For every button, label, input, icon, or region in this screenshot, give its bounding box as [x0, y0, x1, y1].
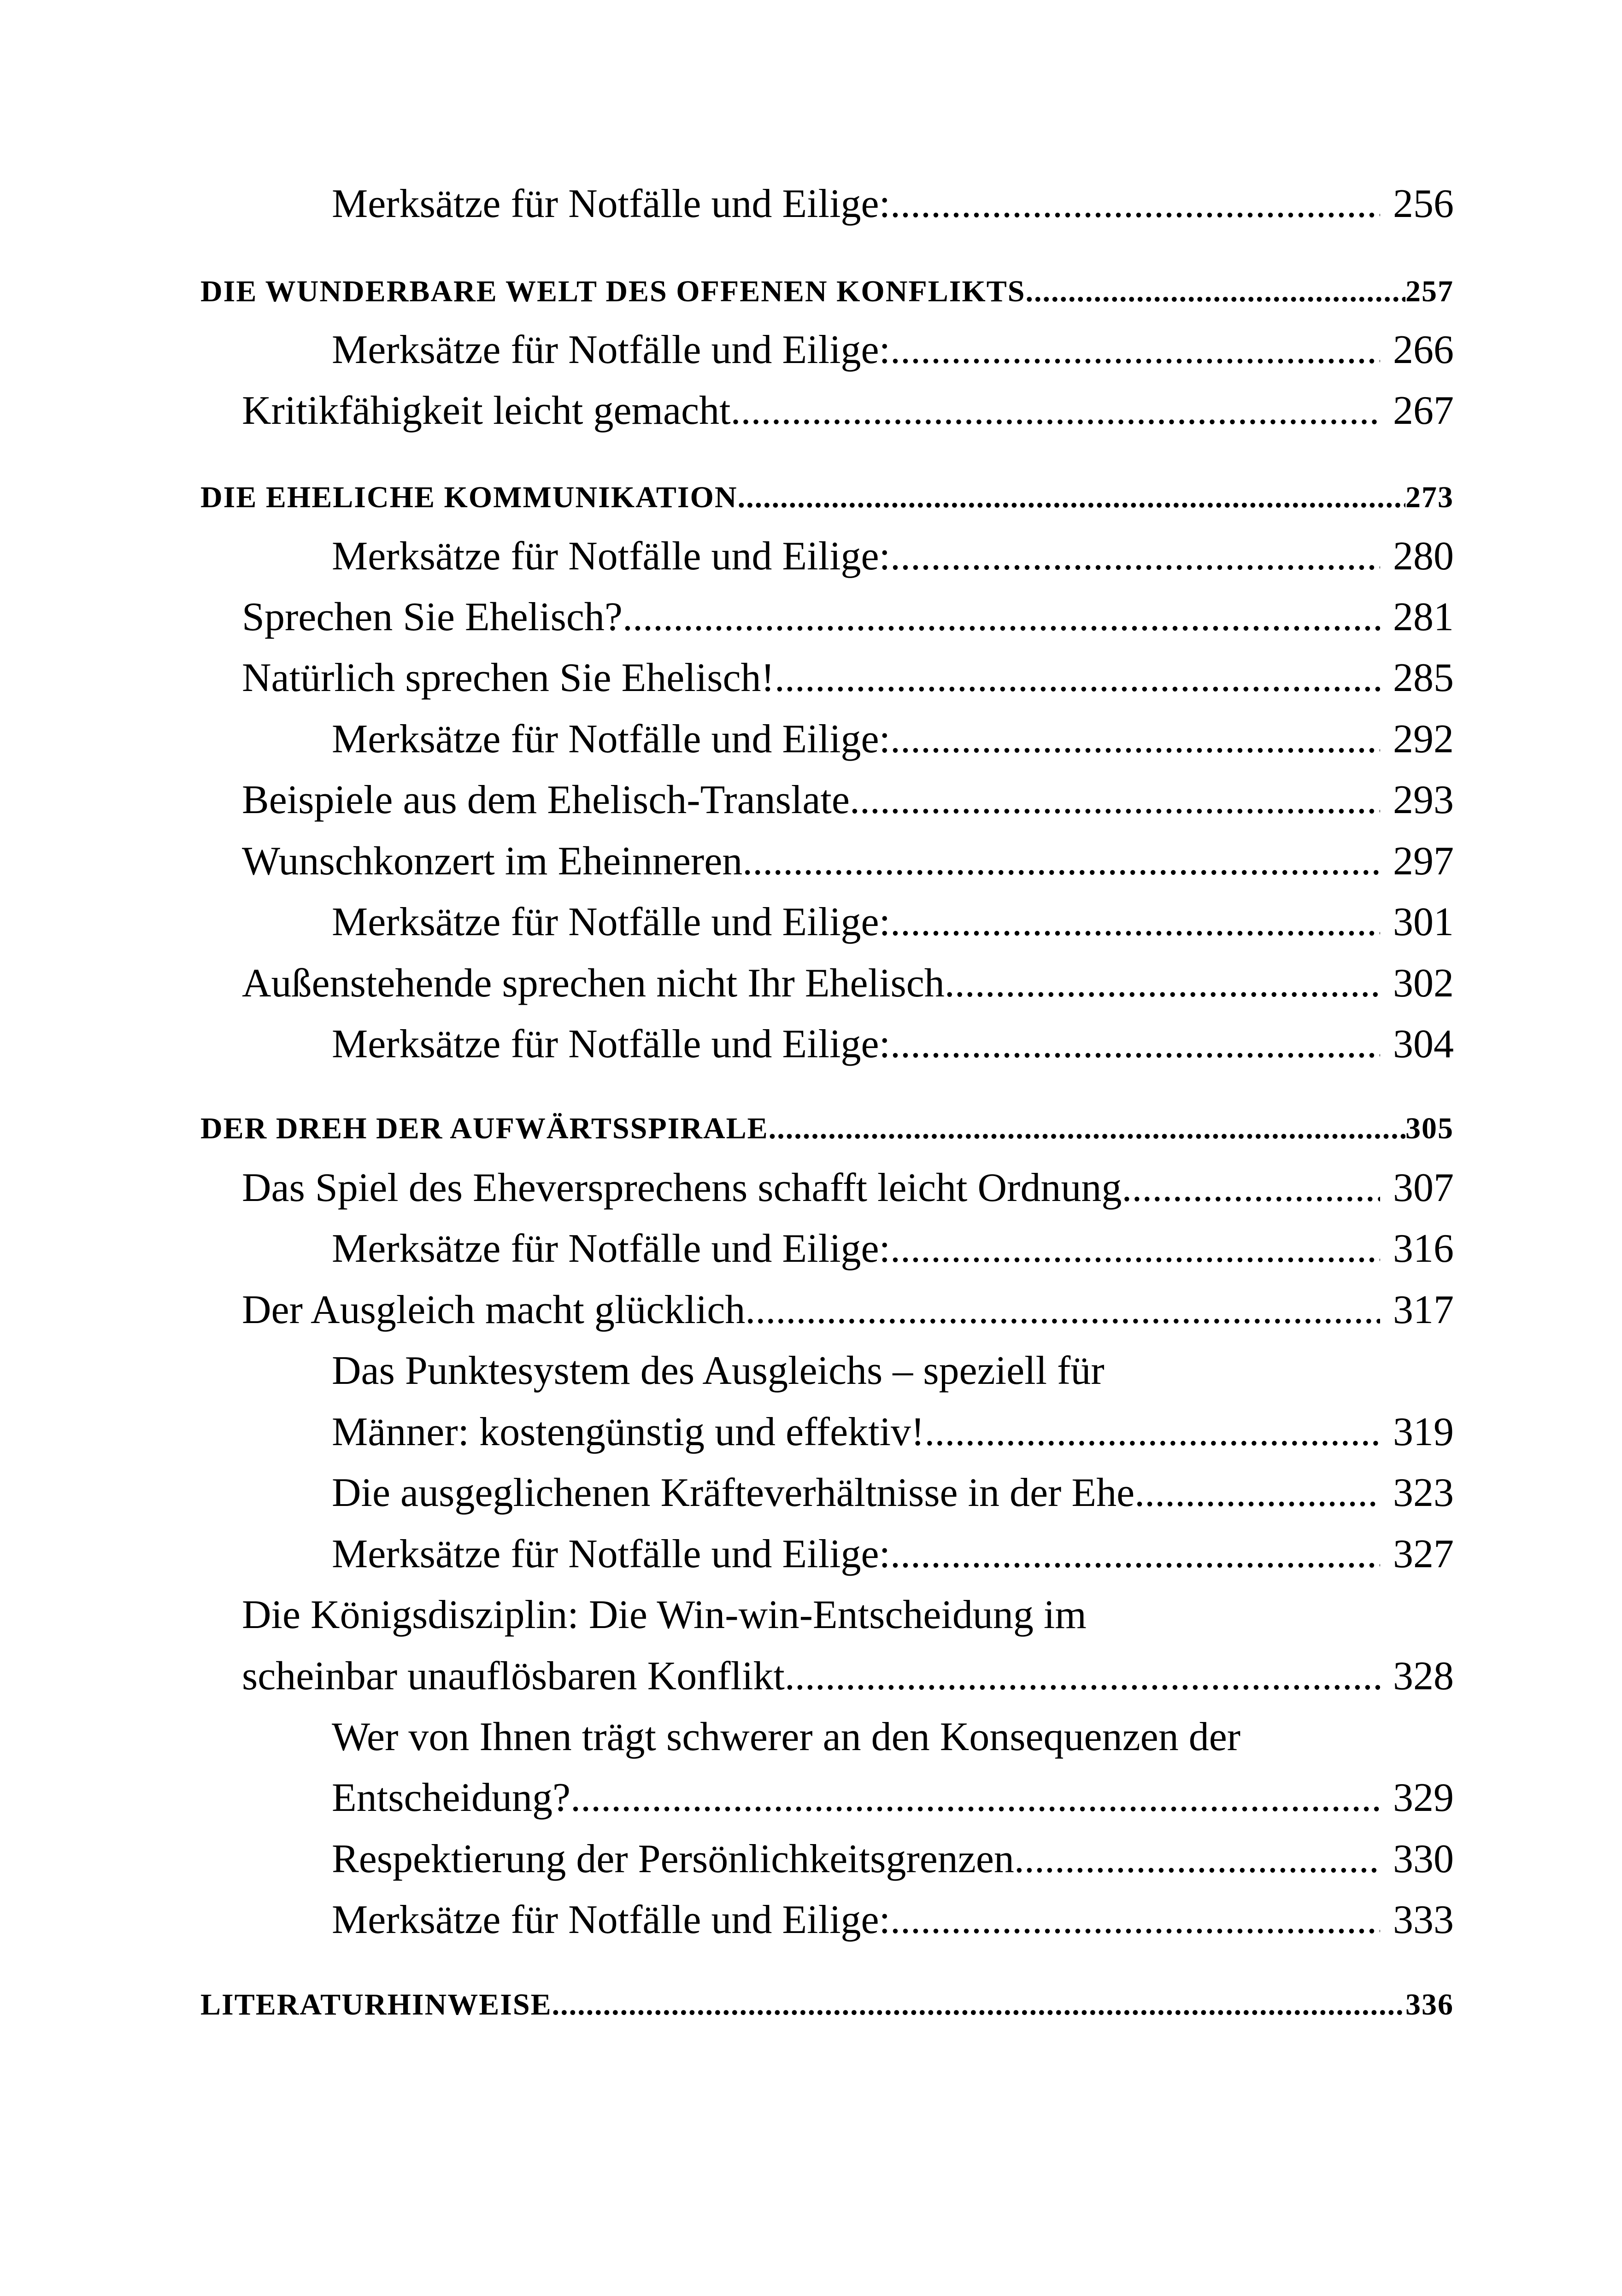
dot-leader	[738, 474, 1405, 521]
toc-entry-page: 297	[1393, 839, 1454, 884]
toc-entry-page: 301	[1393, 900, 1454, 944]
dot-leader	[890, 1221, 1380, 1277]
dot-leader	[924, 1405, 1380, 1460]
toc-entry-page: 293	[1393, 778, 1454, 822]
toc-entry	[332, 1892, 1454, 1948]
toc-entry	[332, 1221, 1454, 1277]
toc-entry	[242, 956, 1454, 1011]
toc-entry	[332, 176, 1454, 232]
dot-leader	[769, 1106, 1405, 1152]
toc-entry	[242, 383, 1454, 439]
dot-leader	[890, 1017, 1380, 1072]
toc-entry	[332, 1465, 1454, 1521]
toc-entry-title-line1: Die Königsdisziplin: Die Win-win-Entscheidung im	[242, 1593, 1087, 1637]
toc-entry-page: 328	[1393, 1654, 1454, 1699]
toc-entry-title: Natürlich sprechen Sie Ehelisch!	[242, 656, 775, 700]
toc-chapter-title: DER DREH DER AUFWÄRTSSPIRALE	[200, 1112, 769, 1145]
toc-entry-title: Merksätze für Notfälle und Eilige:	[332, 1226, 891, 1271]
toc-entry	[242, 590, 1454, 645]
toc-entry-title-line1: Das Punktesystem des Ausgleichs – speziell für	[332, 1348, 1105, 1393]
toc-entry-title: scheinbar unauflösbaren Konflikt	[242, 1654, 785, 1699]
toc-entry-title-line1: Wer von Ihnen trägt schwerer an den Konsequenzen der	[332, 1715, 1241, 1759]
toc-chapter	[200, 269, 1454, 315]
toc-entry-title: Respektierung der Persönlichkeitsgrenzen	[332, 1837, 1014, 1881]
toc-entry-title: Entscheidung?	[332, 1775, 571, 1820]
toc-entry-title: Merksätze für Notfälle und Eilige:	[332, 1898, 891, 1942]
toc-chapter-page: 273	[1405, 480, 1454, 514]
toc-entry-title: Merksätze für Notfälle und Eilige:	[332, 1022, 891, 1066]
dot-leader	[1014, 1832, 1380, 1887]
toc-entry-title: Merksätze für Notfälle und Eilige:	[332, 900, 891, 944]
toc-entry-page: 304	[1393, 1022, 1454, 1066]
toc-entry-page: 323	[1393, 1470, 1454, 1515]
dot-leader	[890, 895, 1380, 950]
toc-entry-title: Der Ausgleich macht glücklich	[242, 1288, 746, 1332]
toc-entry-page: 319	[1393, 1410, 1454, 1454]
dot-leader	[552, 1982, 1405, 2028]
toc-entry-page: 280	[1393, 534, 1454, 579]
dot-leader	[775, 650, 1380, 706]
toc-entry-title: Männer: kostengünstig und effektiv!	[332, 1410, 925, 1454]
dot-leader	[890, 176, 1380, 232]
dot-leader	[1134, 1465, 1380, 1521]
toc-entry	[242, 650, 1454, 706]
dot-leader	[890, 712, 1380, 767]
toc-entry	[242, 1649, 1454, 1704]
toc-entry-page: 333	[1393, 1898, 1454, 1942]
dot-leader	[623, 590, 1380, 645]
toc-entry-page: 281	[1393, 595, 1454, 639]
toc-entry	[332, 1405, 1454, 1460]
dot-leader	[890, 322, 1380, 378]
toc-entry	[332, 1527, 1454, 1582]
toc-chapter-page: 257	[1405, 275, 1454, 308]
toc-entry-title: Merksätze für Notfälle und Eilige:	[332, 717, 891, 761]
toc-entry-page: 285	[1393, 656, 1454, 700]
dot-leader	[945, 956, 1380, 1011]
toc-chapter	[200, 1982, 1454, 2028]
dot-leader	[1026, 269, 1406, 315]
dot-leader	[731, 383, 1380, 439]
toc-entry-page: 307	[1393, 1166, 1454, 1210]
toc-entry-title: Merksätze für Notfälle und Eilige:	[332, 182, 891, 226]
toc-entry-page: 267	[1393, 388, 1454, 433]
dot-leader	[890, 1527, 1380, 1582]
dot-leader	[570, 1770, 1380, 1826]
toc-entry	[242, 1160, 1454, 1216]
dot-leader	[890, 529, 1380, 584]
toc-entry-title: Merksätze für Notfälle und Eilige:	[332, 1532, 891, 1576]
toc-entry	[242, 834, 1454, 889]
toc-entry-title: Merksätze für Notfälle und Eilige:	[332, 328, 891, 372]
toc-entry	[242, 773, 1454, 828]
toc-chapter-title: DIE WUNDERBARE WELT DES OFFENEN KONFLIKTS	[200, 275, 1026, 308]
dot-leader	[785, 1649, 1380, 1704]
toc-entry	[332, 529, 1454, 584]
toc-entry-title: Die ausgeglichenen Kräfteverhältnisse in der Ehe	[332, 1470, 1135, 1515]
toc-entry	[332, 1832, 1454, 1887]
toc-entry-title: Das Spiel des Eheversprechens schafft leicht Ordnung	[242, 1166, 1122, 1210]
toc-entry-page: 256	[1393, 182, 1454, 226]
toc-entry-page: 329	[1393, 1775, 1454, 1820]
toc-chapter	[200, 474, 1454, 521]
toc-entry-page: 317	[1393, 1288, 1454, 1332]
toc-entry	[242, 1283, 1454, 1338]
toc-entry	[332, 895, 1454, 950]
dot-leader	[742, 834, 1380, 889]
toc-chapter-page: 305	[1405, 1112, 1454, 1145]
toc-chapter-title: DIE EHELICHE KOMMUNIKATION	[200, 480, 738, 514]
toc-entry-page: 302	[1393, 961, 1454, 1006]
dot-leader	[850, 773, 1380, 828]
toc-entry-page: 316	[1393, 1226, 1454, 1271]
toc-entry-title: Wunschkonzert im Eheinneren	[242, 839, 743, 884]
toc-entry-page: 266	[1393, 328, 1454, 372]
toc-chapter-page: 336	[1405, 1988, 1454, 2021]
dot-leader	[1122, 1160, 1380, 1216]
toc-entry-title: Sprechen Sie Ehelisch?	[242, 595, 623, 639]
toc-entry	[332, 322, 1454, 378]
toc-entry-title: Merksätze für Notfälle und Eilige:	[332, 534, 891, 579]
toc-chapter	[200, 1106, 1454, 1152]
toc-entry	[332, 1017, 1454, 1072]
toc-entry-page: 292	[1393, 717, 1454, 761]
toc-entry-title: Beispiele aus dem Ehelisch-Translate	[242, 778, 850, 822]
toc-entry-page: 330	[1393, 1837, 1454, 1881]
toc-entry-title: Kritikfähigkeit leicht gemacht	[242, 388, 731, 433]
dot-leader	[890, 1892, 1380, 1948]
toc-entry-page: 327	[1393, 1532, 1454, 1576]
dot-leader	[745, 1283, 1380, 1338]
toc-chapter-title: LITERATURHINWEISE	[200, 1988, 552, 2021]
toc-entry	[332, 712, 1454, 767]
toc-entry	[332, 1770, 1454, 1826]
toc-entry-title: Außenstehende sprechen nicht Ihr Ehelisch	[242, 961, 945, 1006]
